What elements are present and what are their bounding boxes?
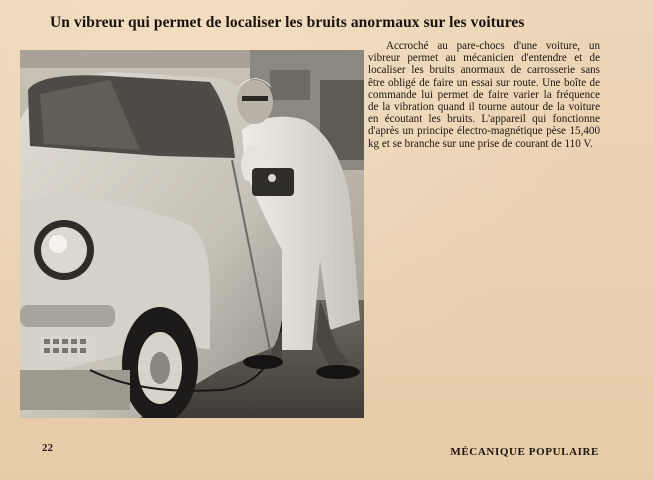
- article-photo: [20, 50, 364, 418]
- page-number: 22: [42, 442, 53, 454]
- article-headline: Un vibreur qui permet de localiser les bruits anormaux sur les voitures: [50, 14, 525, 31]
- mechanic-car-photo-illustration: [20, 50, 364, 418]
- magazine-title: MÉCANIQUE POPULAIRE: [450, 446, 599, 458]
- article-body: Accroché au pare-chocs d'une voiture, un vibreur permet au mécanicien d'entendre et de localiser les bruits anormaux de carrosserie sans être obligé de faire un essai sur route. Une boîte de commande lui permet de faire varier la fréquence de la vibration quand il tourne autour de la voiture en écoutant les bruits. L'appareil qui fonctionne d'après un principe électro-magnétique pèse 15,400 kg et se branche sur une prise de courant de 110 V.: [368, 40, 600, 150]
